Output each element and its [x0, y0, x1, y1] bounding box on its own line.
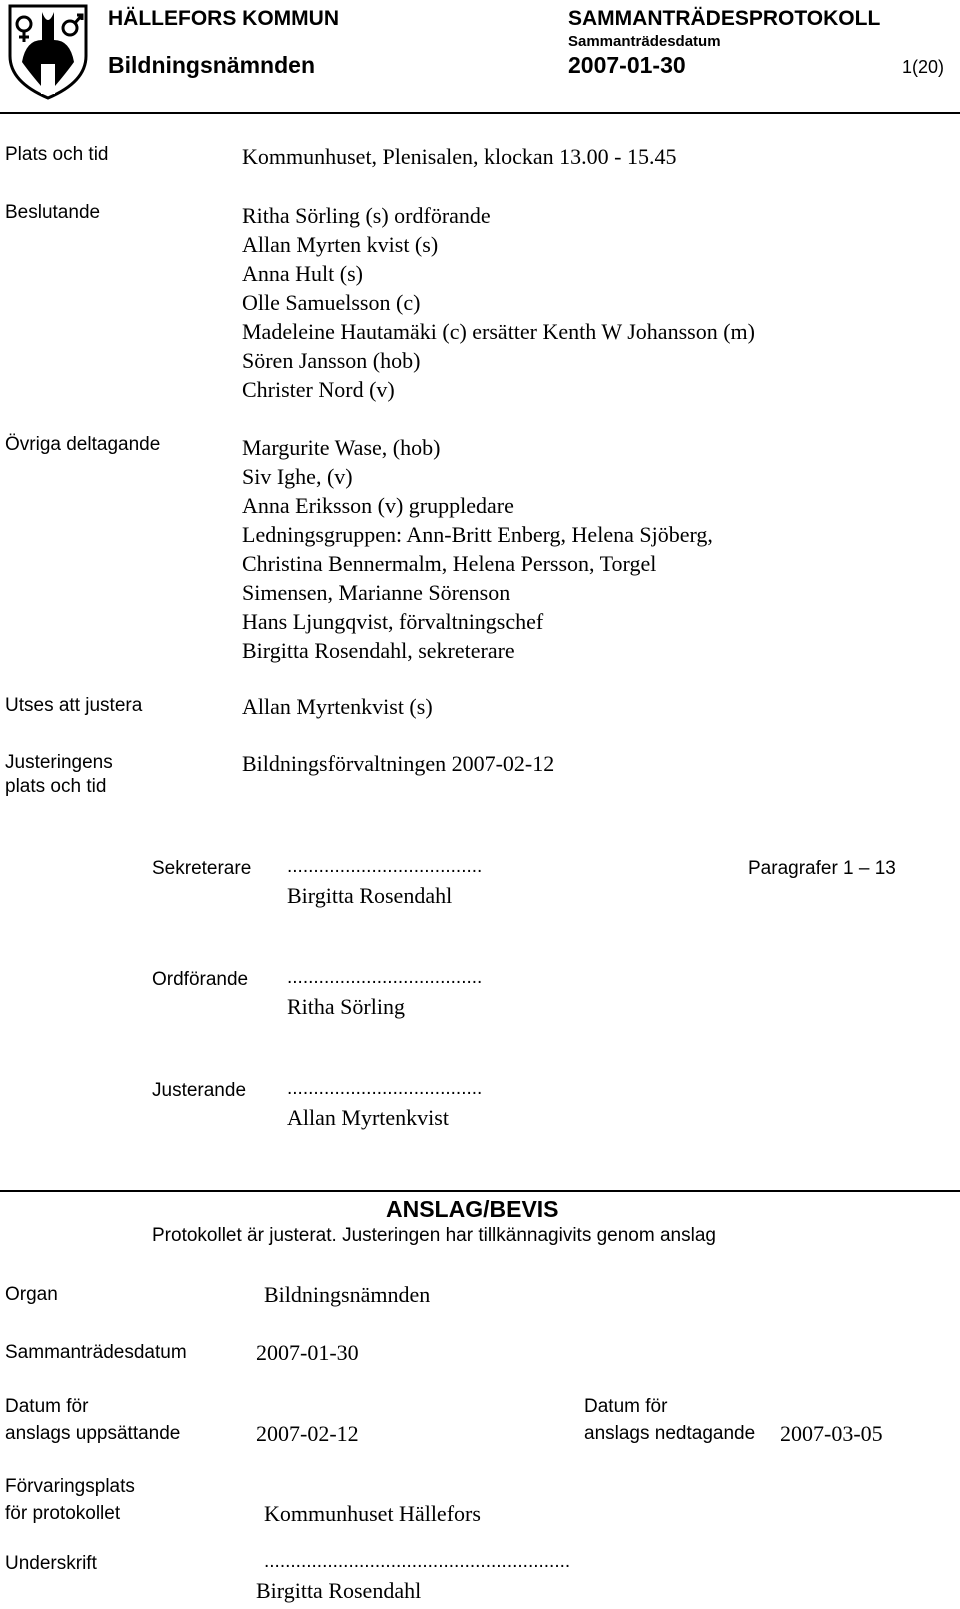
signature-label: Underskrift [5, 1553, 97, 1574]
list-item: Christer Nord (v) [242, 377, 395, 402]
removed-label-line1: Datum för [584, 1396, 668, 1417]
list-item: Sören Jansson (hob) [242, 348, 421, 373]
list-item: Ledningsgruppen: Ann-Britt Enberg, Helena Sjöberg, [242, 522, 713, 547]
secretary-label: Sekreterare [152, 858, 252, 879]
anslag-divider [0, 1190, 960, 1192]
list-item: Madeleine Hautamäki (c) ersätter Kenth W Johansson (m) [242, 319, 755, 344]
list-item: Birgitta Rosendahl, sekreterare [242, 638, 515, 663]
removed-label-line2: anslags nedtagande [584, 1423, 756, 1444]
adjuster-sign-label: Justerande [152, 1080, 247, 1101]
storage-value: Kommunhuset Hällefors [264, 1501, 481, 1526]
removed-date: 2007-03-05 [780, 1421, 883, 1446]
list-item: Ritha Sörling (s) ordförande [242, 203, 491, 228]
list-item: Simensen, Marianne Sörenson [242, 580, 511, 605]
storage-label-line2: för protokollet [5, 1503, 121, 1524]
list-item: Allan Myrten kvist (s) [242, 232, 439, 257]
adjust-place-label-line2: plats och tid [5, 776, 107, 797]
organ-label: Organ [5, 1284, 58, 1305]
secretary-name: Birgitta Rosendahl [287, 883, 453, 908]
chair-signature-line: ..................................... [287, 967, 483, 988]
deciding-label: Beslutande [5, 202, 101, 223]
storage-label-line1: Förvaringsplats [5, 1476, 135, 1497]
posted-label-line2: anslags uppsättande [5, 1423, 181, 1444]
chair-name: Ritha Sörling [287, 994, 405, 1019]
meeting-date: 2007-01-30 [568, 52, 686, 78]
adjuster-label: Utses att justera [5, 695, 143, 716]
list-item: Christina Bennermalm, Helena Persson, Torgel [242, 551, 657, 576]
chair-label: Ordförande [152, 969, 249, 990]
others-label: Övriga deltagande [5, 434, 161, 455]
municipality-name: HÄLLEFORS KOMMUN [108, 7, 339, 30]
list-item: Margurite Wase, (hob) [242, 435, 441, 460]
adjust-place-label-line1: Justeringens [5, 752, 113, 773]
municipality-coat-of-arms-icon [8, 4, 88, 100]
meeting-date-label: Sammanträdesdatum [568, 33, 721, 50]
list-item: Hans Ljungqvist, förvaltningschef [242, 609, 544, 634]
adjuster-sign-name: Allan Myrtenkvist [287, 1105, 449, 1130]
secretary-signature-line: ..................................... [287, 856, 483, 877]
paragraphs-range: Paragrafer 1 – 13 [748, 858, 896, 879]
meeting-date-field-value: 2007-01-30 [256, 1340, 359, 1365]
list-item: Siv Ighe, (v) [242, 464, 353, 489]
place-time-value: Kommunhuset, Plenisalen, klockan 13.00 - 15.45 [242, 144, 677, 169]
others-list [242, 433, 713, 665]
signature-line: .......................................................... [264, 1551, 571, 1572]
list-item: Anna Hult (s) [242, 261, 363, 286]
adjuster-value: Allan Myrtenkvist (s) [242, 694, 433, 719]
posted-date: 2007-02-12 [256, 1421, 359, 1446]
deciding-list [242, 201, 755, 404]
adjuster-signature-line: ..................................... [287, 1078, 483, 1099]
place-time-label: Plats och tid [5, 144, 109, 165]
signature-name: Birgitta Rosendahl [256, 1578, 422, 1603]
anslag-title: ANSLAG/BEVIS [386, 1196, 559, 1222]
page-number: 1(20) [902, 57, 945, 77]
list-item: Anna Eriksson (v) gruppledare [242, 493, 514, 518]
anslag-statement: Protokollet är justerat. Justeringen har tillkännagivits genom anslag [152, 1225, 716, 1246]
committee-name: Bildningsnämnden [108, 52, 315, 78]
meeting-date-field-label: Sammanträdesdatum [5, 1342, 187, 1363]
header-divider [0, 112, 960, 114]
list-item: Olle Samuelsson (c) [242, 290, 421, 315]
organ-value: Bildningsnämnden [264, 1282, 431, 1307]
document-type: SAMMANTRÄDESPROTOKOLL [568, 7, 881, 30]
adjust-place-value: Bildningsförvaltningen 2007-02-12 [242, 751, 555, 776]
posted-label-line1: Datum för [5, 1396, 89, 1417]
